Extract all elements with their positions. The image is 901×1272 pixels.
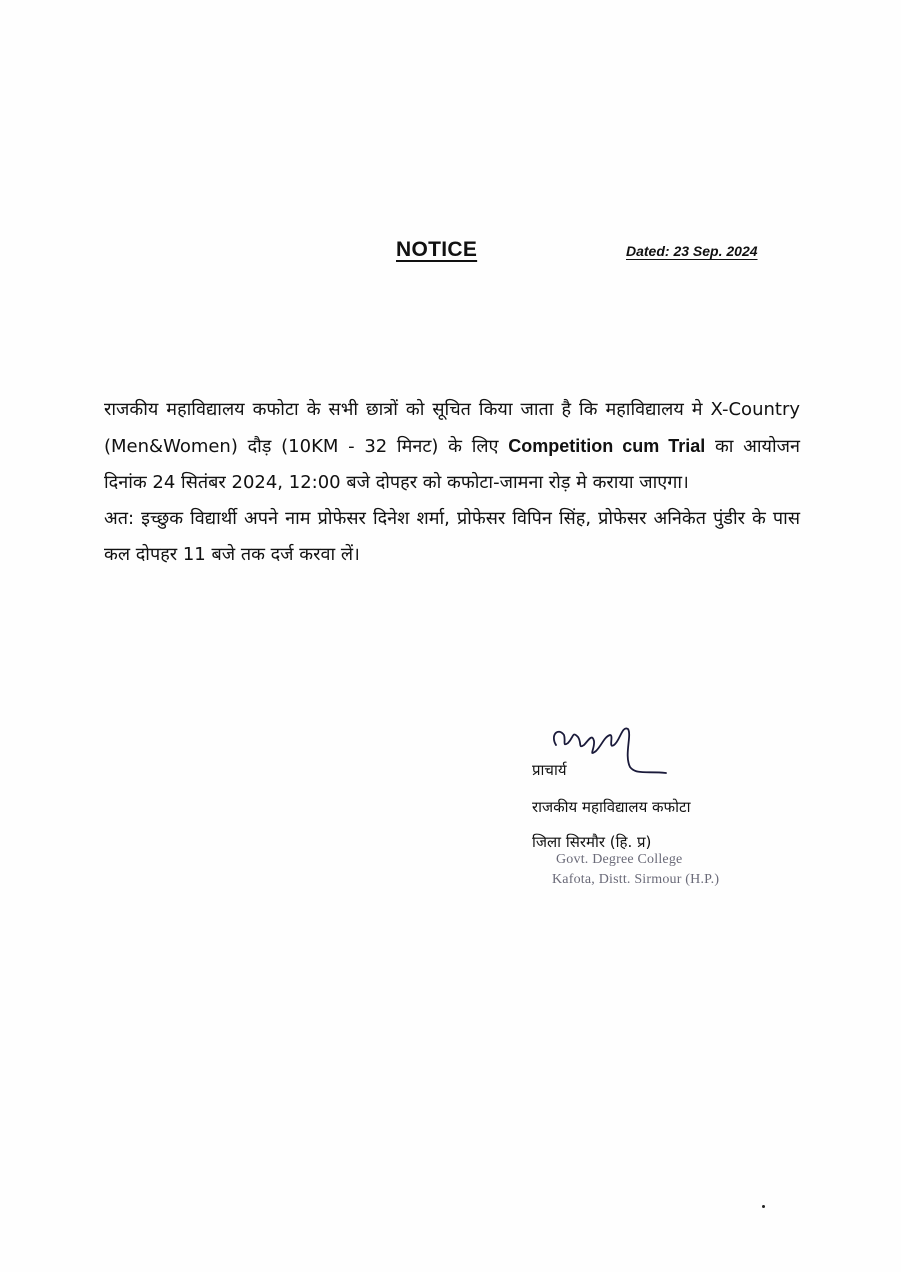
paragraph-1-text-a: राजकीय महाविद्यालय कफोटा के सभी छात्रों को सूचित किया जाता है कि महाविद्यालय मे X-Country (Men&Women) दौड़ (10KM - 32 मिनट) के लिए [104, 399, 800, 457]
notice-date: Dated: 23 Sep. 2024 [626, 243, 758, 259]
paragraph-1-text-b: का आयोजन दिनांक 24 सितंबर 2024, 12:00 बजे दोपहर को कफोटा-जामना रोड़ मे कराया जाएगा। [104, 436, 800, 493]
stamp-line-2: Kafota, Distt. Sirmour (H.P.) [552, 872, 720, 887]
signature-block [532, 756, 690, 857]
principal-designation: प्राचार्य [532, 761, 567, 779]
notice-title: NOTICE [396, 238, 478, 261]
district-name: जिला सिरमौर (हि. प्र) [532, 833, 652, 851]
notice-body [104, 392, 800, 573]
college-name: राजकीय महाविद्यालय कफोटा [532, 798, 691, 816]
page-mark [762, 1205, 765, 1208]
notice-paragraph-2: अत: इच्छुक विद्यार्थी अपने नाम प्रोफेसर दिनेश शर्मा, प्रोफेसर विपिन सिंह, प्रोफेसर अनिकेत पुंडीर के पास कल दोपहर 11 बजे तक दर्ज करवा लें। [104, 508, 800, 565]
paragraph-1-bold-text: Competition cum Trial [508, 436, 706, 456]
college-stamp [552, 850, 720, 890]
stamp-line-1: Govt. Degree College [556, 852, 683, 867]
notice-paragraph-1 [104, 392, 800, 501]
